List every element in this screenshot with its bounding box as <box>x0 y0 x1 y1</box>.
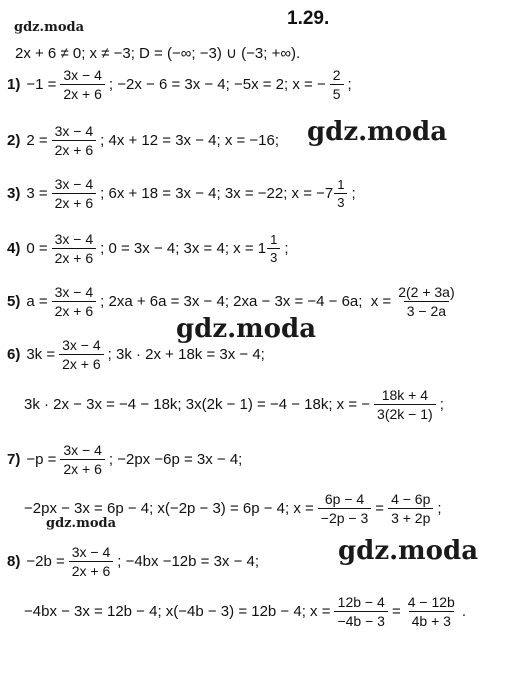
item-7-answer-fraction-2 <box>388 492 433 525</box>
item-5 <box>7 285 462 318</box>
item-5-answer-fraction <box>395 285 457 318</box>
domain-text: 2x + 6 ≠ 0; x ≠ −3; D = (−∞; −3) ∪ (−3; +∞). <box>15 45 301 62</box>
item-3 <box>7 177 356 210</box>
denominator: 3 − 2a <box>404 301 449 318</box>
numerator: 3x − 4 <box>54 284 94 300</box>
item-6-number: 6) <box>7 346 21 363</box>
item-5-steps: ; 2xa + 6a = 3x − 4; 2xa − 3x = −4 − 6a; x = <box>100 293 392 310</box>
problem-number: 1.29. <box>287 8 330 29</box>
numerator: 3x − 4 <box>63 442 102 458</box>
domain-line <box>15 46 300 61</box>
numerator: 3x − 4 <box>62 337 101 353</box>
item-8-line-2 <box>24 595 466 628</box>
item-3-end: ; <box>351 185 356 202</box>
item-2-lhs: 2 = <box>26 132 48 149</box>
denominator: 2x + 6 <box>59 354 104 371</box>
numerator: 3x − 4 <box>54 123 94 139</box>
item-1-number: 1) <box>7 76 21 93</box>
item-8-equals: = <box>391 603 401 620</box>
item-8-answer-fraction <box>334 595 388 628</box>
item-6-steps-2: 3k · 2x − 3x = −4 − 18k; 3x(2k − 1) = −4 − 18k; x = − <box>24 396 371 413</box>
item-2-number: 2) <box>7 132 21 149</box>
numerator: 3x − 4 <box>71 544 111 560</box>
denominator: 3 <box>267 248 280 264</box>
item-7-answer-fraction <box>318 492 372 525</box>
item-2 <box>7 124 279 157</box>
numerator: 18k + 4 <box>381 387 429 403</box>
item-6 <box>7 338 265 371</box>
numerator: 1 <box>337 177 345 192</box>
numerator: 3x − 4 <box>54 176 94 192</box>
numerator: 2(2 + 3a) <box>398 284 455 300</box>
numerator: 3x − 4 <box>54 231 94 247</box>
item-7-end: ; <box>437 500 442 517</box>
denominator: 2x + 6 <box>52 301 97 318</box>
item-7 <box>7 443 242 476</box>
item-1 <box>7 68 352 101</box>
item-7-lhs: −p = <box>26 451 57 468</box>
denominator: 3(2k − 1) <box>374 404 436 421</box>
item-4-lhs: 0 = <box>26 240 48 257</box>
item-1-lhs: −1 = <box>26 76 57 93</box>
item-4-steps: ; 0 = 3x − 4; 3x = 4; x = 1 <box>100 240 267 257</box>
numerator: 4 − 12b <box>407 594 455 610</box>
item-3-number: 3) <box>7 185 21 202</box>
item-5-lhs: a = <box>26 293 48 310</box>
item-3-fraction <box>52 177 97 210</box>
numerator: 2 <box>332 67 341 83</box>
denominator: 3 + 2p <box>388 508 433 525</box>
item-7-steps: ; −2px −6p = 3x − 4; <box>108 451 243 468</box>
item-1-end: ; <box>347 76 352 93</box>
denominator: 2x + 6 <box>60 84 105 101</box>
numerator: 6p − 4 <box>324 491 365 507</box>
watermark-small-left: gdz.moda <box>46 516 117 531</box>
numerator: 1 <box>270 232 278 247</box>
item-8-answer-fraction-2 <box>405 595 458 628</box>
denominator: 2x + 6 <box>52 193 97 210</box>
item-5-fraction <box>52 285 97 318</box>
denominator: 2x + 6 <box>52 248 97 265</box>
item-8-steps: ; −4bx −12b = 3x − 4; <box>117 553 260 570</box>
item-6-answer-fraction <box>374 388 436 421</box>
denominator: 5 <box>330 84 344 101</box>
item-8-end: . <box>461 603 467 620</box>
watermark-top-left: gdz.moda <box>14 20 85 35</box>
item-7-fraction <box>60 443 105 476</box>
item-3-steps: ; 6x + 18 = 3x − 4; 3x = −22; x = −7 <box>100 185 334 202</box>
denominator: 2x + 6 <box>60 459 105 476</box>
watermark-center: gdz.moda <box>176 314 317 344</box>
item-1-steps: ; −2x − 6 = 3x − 4; −5x = 2; x = − <box>108 76 326 93</box>
item-2-steps: ; 4x + 12 = 3x − 4; x = −16; <box>100 132 280 149</box>
item-4-answer <box>100 233 284 264</box>
item-3-answer-fraction <box>334 178 347 209</box>
item-7-steps-2: −2px − 3x = 6p − 4; x(−2p − 3) = 6p − 4; x = <box>24 500 314 517</box>
item-8-fraction <box>69 545 114 578</box>
numerator: 3x − 4 <box>63 67 102 83</box>
item-1-answer-fraction <box>330 68 344 101</box>
item-8-lhs: −2b = <box>26 553 65 570</box>
item-5-number: 5) <box>7 293 21 310</box>
item-4-number: 4) <box>7 240 21 257</box>
item-4-answer-fraction <box>267 233 280 264</box>
item-2-fraction <box>52 124 97 157</box>
item-6-fraction <box>59 338 104 371</box>
item-7-line-2 <box>24 492 442 525</box>
item-6-lhs: 3k = <box>26 346 56 363</box>
item-4-end: ; <box>284 240 289 257</box>
item-6-line-2 <box>24 388 444 421</box>
item-6-steps: ; 3k · 2x + 18k = 3x − 4; <box>107 346 265 363</box>
denominator: 2x + 6 <box>69 561 114 578</box>
item-4 <box>7 232 289 265</box>
item-8 <box>7 545 259 578</box>
watermark-right-1: gdz.moda <box>307 117 448 147</box>
item-1-fraction <box>60 68 105 101</box>
denominator: −2p − 3 <box>318 508 372 525</box>
item-7-number: 7) <box>7 451 21 468</box>
denominator: 2x + 6 <box>52 140 97 157</box>
item-6-end: ; <box>439 396 444 413</box>
item-3-answer <box>100 178 351 209</box>
numerator: 12b − 4 <box>337 594 385 610</box>
denominator: 4b + 3 <box>409 611 454 628</box>
item-3-lhs: 3 = <box>26 185 48 202</box>
item-4-fraction <box>52 232 97 265</box>
item-8-steps-2: −4bx − 3x = 12b − 4; x(−4b − 3) = 12b − 4; x = <box>24 603 331 620</box>
item-8-number: 8) <box>7 553 21 570</box>
denominator: 3 <box>334 193 347 209</box>
denominator: −4b − 3 <box>334 611 388 628</box>
watermark-right-2: gdz.moda <box>338 536 479 566</box>
item-7-equals: = <box>375 500 385 517</box>
numerator: 4 − 6p <box>391 491 431 507</box>
